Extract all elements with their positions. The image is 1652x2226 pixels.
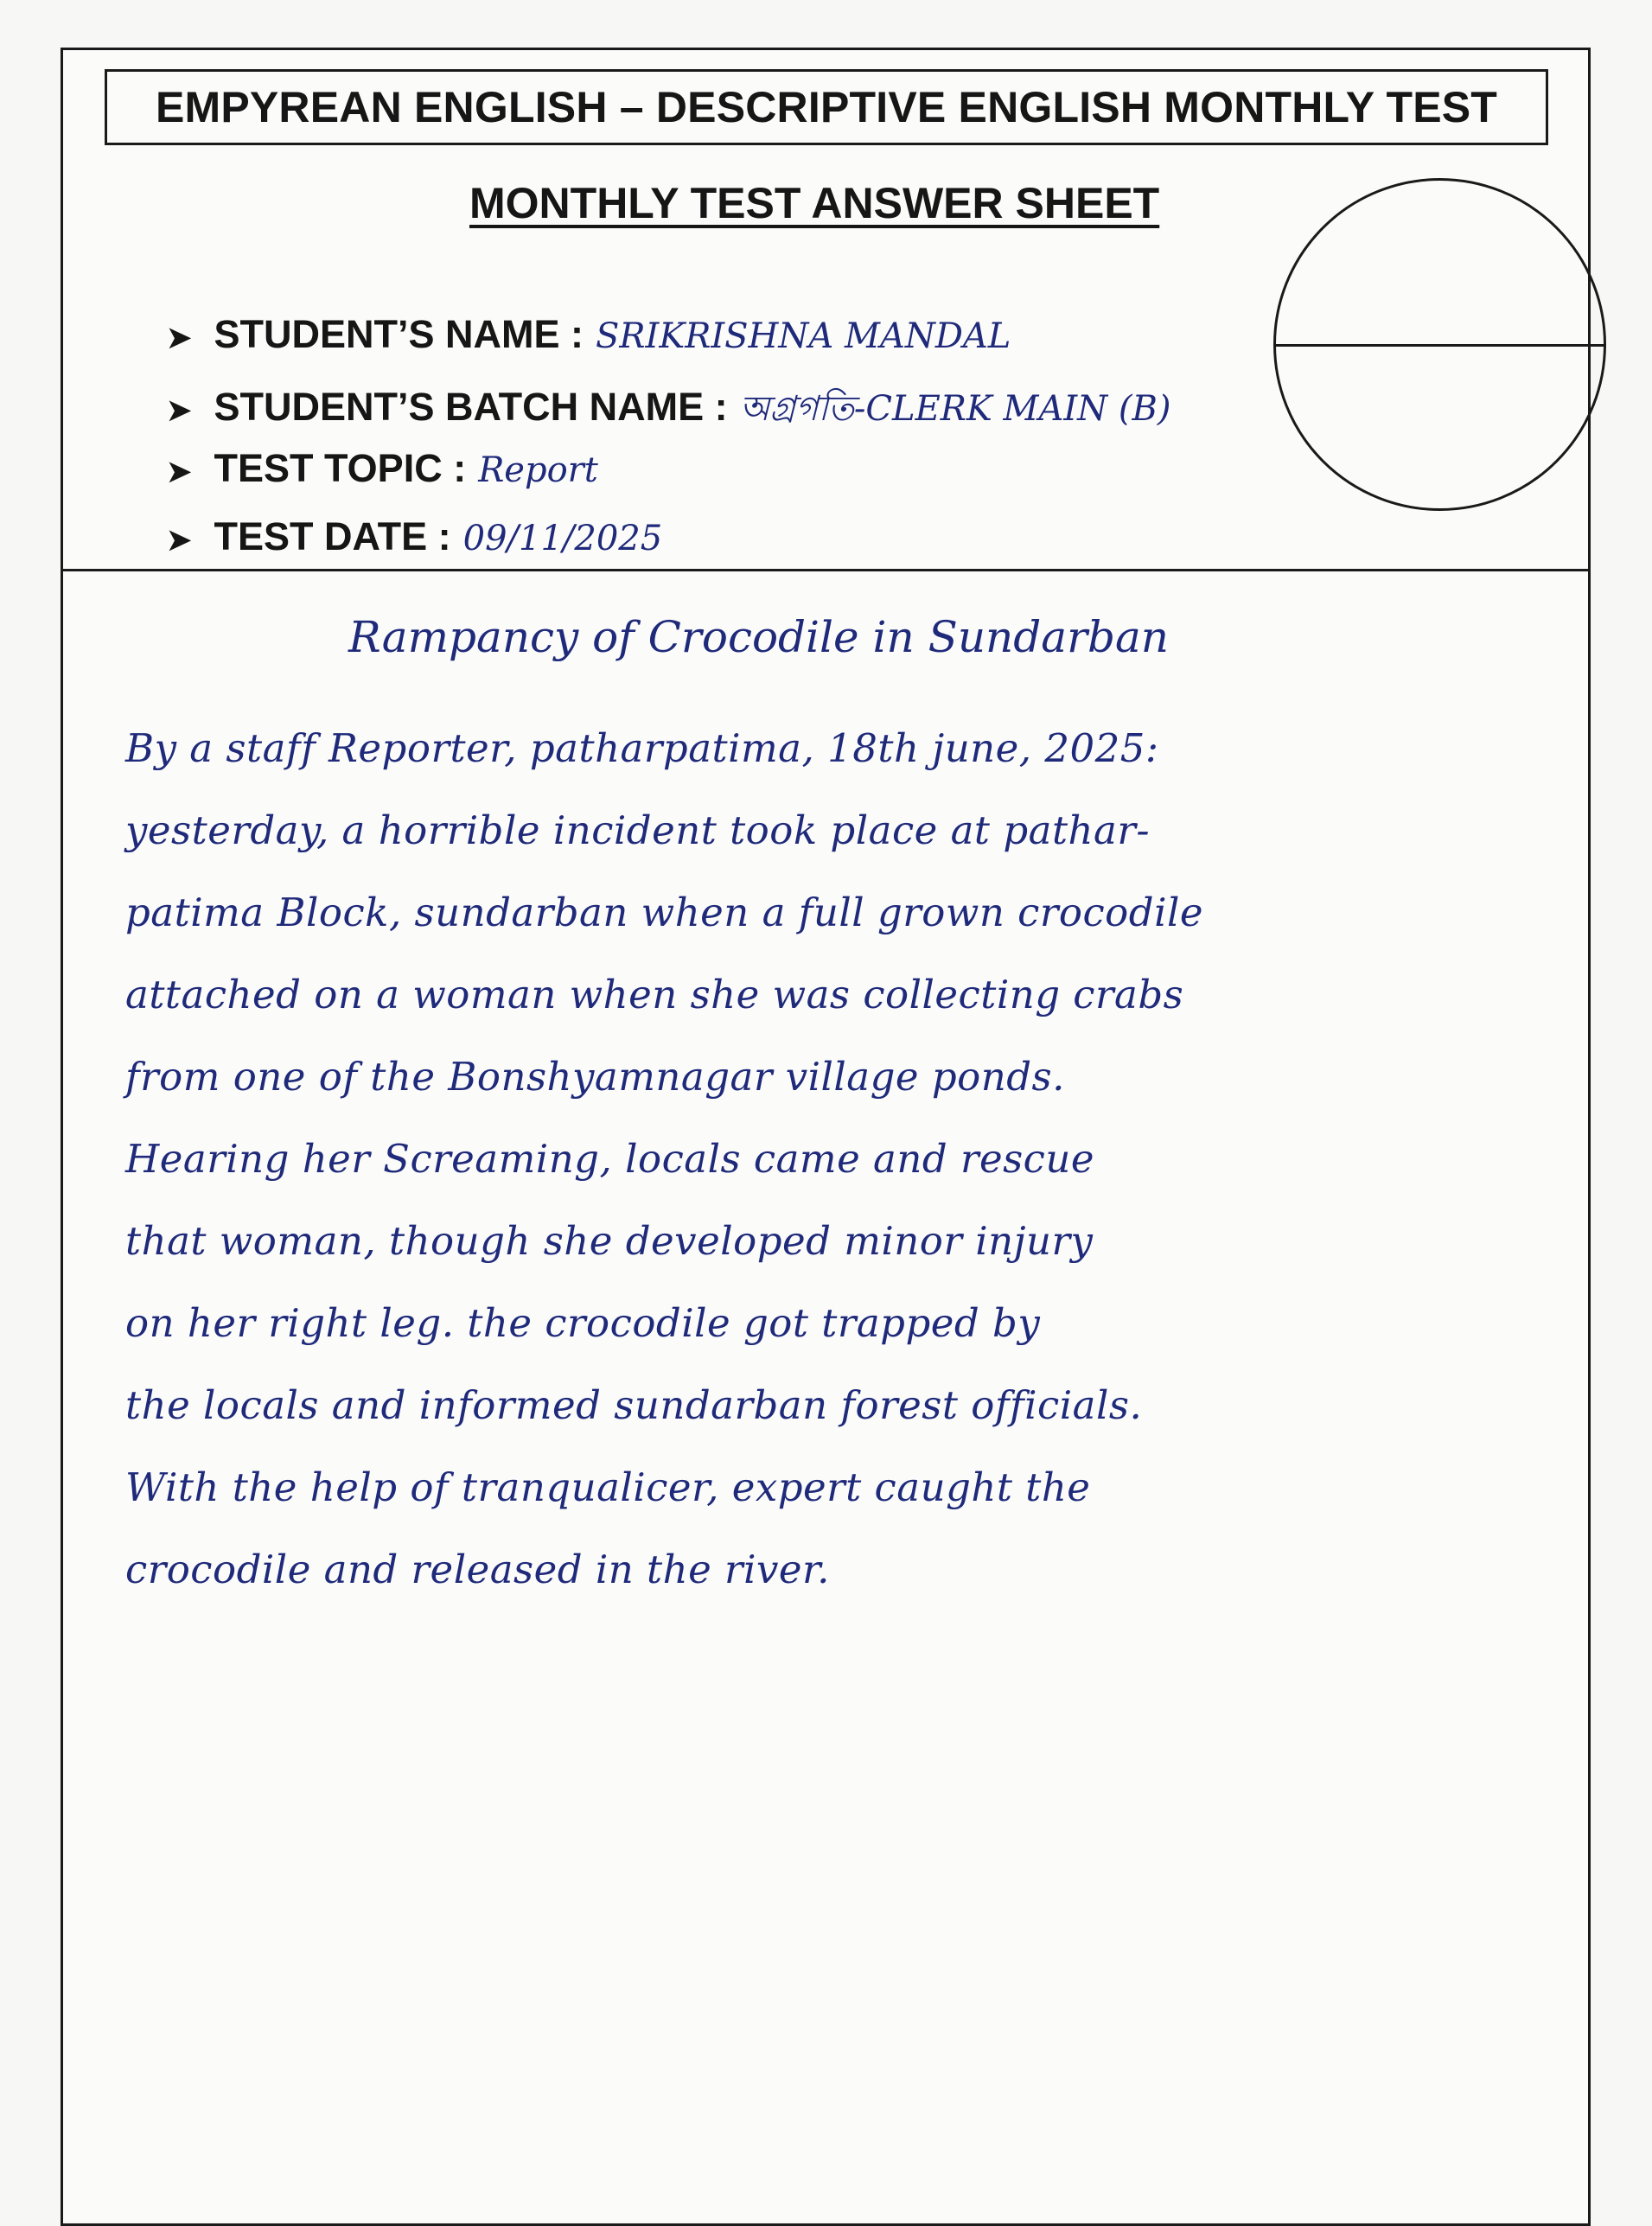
answer-line: Hearing her Screaming, locals came and rescue xyxy=(125,1136,1095,1182)
answer-sheet-subtitle: MONTHLY TEST ANSWER SHEET xyxy=(469,179,1160,227)
answer-line: attached on a woman when she was collecting crabs xyxy=(125,972,1184,1017)
answer-line: the locals and informed sundarban forest officials. xyxy=(125,1382,1143,1428)
student-name-label: STUDENT’S NAME : xyxy=(214,312,584,356)
arrow-bullet-icon: ➤ xyxy=(167,322,192,354)
test-title: EMPYREAN ENGLISH – DESCRIPTIVE ENGLISH MONTHLY TEST xyxy=(155,83,1498,131)
answer-line: on her right leg. the crocodile got trapped by xyxy=(125,1300,1041,1346)
test-topic-label: TEST TOPIC : xyxy=(214,446,467,490)
answer-line: yesterday, a horrible incident took place at pathar- xyxy=(125,807,1151,853)
arrow-bullet-icon: ➤ xyxy=(167,524,192,557)
test-title-banner xyxy=(105,69,1548,145)
batch-name-label: STUDENT’S BATCH NAME : xyxy=(214,385,728,429)
arrow-bullet-icon: ➤ xyxy=(167,456,192,488)
test-date-value: 09/11/2025 xyxy=(462,519,663,558)
batch-name-value: অগ্রগতি-CLERK MAIN (B) xyxy=(739,389,1171,429)
student-name-field xyxy=(167,312,1011,357)
answer-line: that woman, though she developed minor injury xyxy=(125,1218,1094,1264)
answer-sheet xyxy=(61,48,1591,2226)
section-divider xyxy=(63,569,1588,571)
test-topic-field xyxy=(167,446,598,491)
answer-line: crocodile and released in the river. xyxy=(125,1547,830,1592)
answer-title: Rampancy of Crocodile in Sundarban xyxy=(348,612,1169,662)
arrow-bullet-icon: ➤ xyxy=(167,394,192,427)
answer-body xyxy=(125,707,1578,1611)
batch-name-field xyxy=(167,381,1170,439)
answer-line: patima Block, sundarban when a full grown crocodile xyxy=(125,890,1203,935)
test-date-label: TEST DATE : xyxy=(214,514,451,558)
answer-line: With the help of tranqualicer, expert caught the xyxy=(125,1464,1091,1510)
student-name-value: SRIKRISHNA MANDAL xyxy=(596,316,1011,356)
test-date-field xyxy=(167,514,662,559)
answer-line: By a staff Reporter, patharpatima, 18th june, 2025: xyxy=(125,725,1159,771)
answer-line: from one of the Bonshyamnagar village ponds. xyxy=(125,1054,1065,1100)
test-topic-value: Report xyxy=(478,450,598,490)
marks-circle-divider xyxy=(1273,344,1606,347)
